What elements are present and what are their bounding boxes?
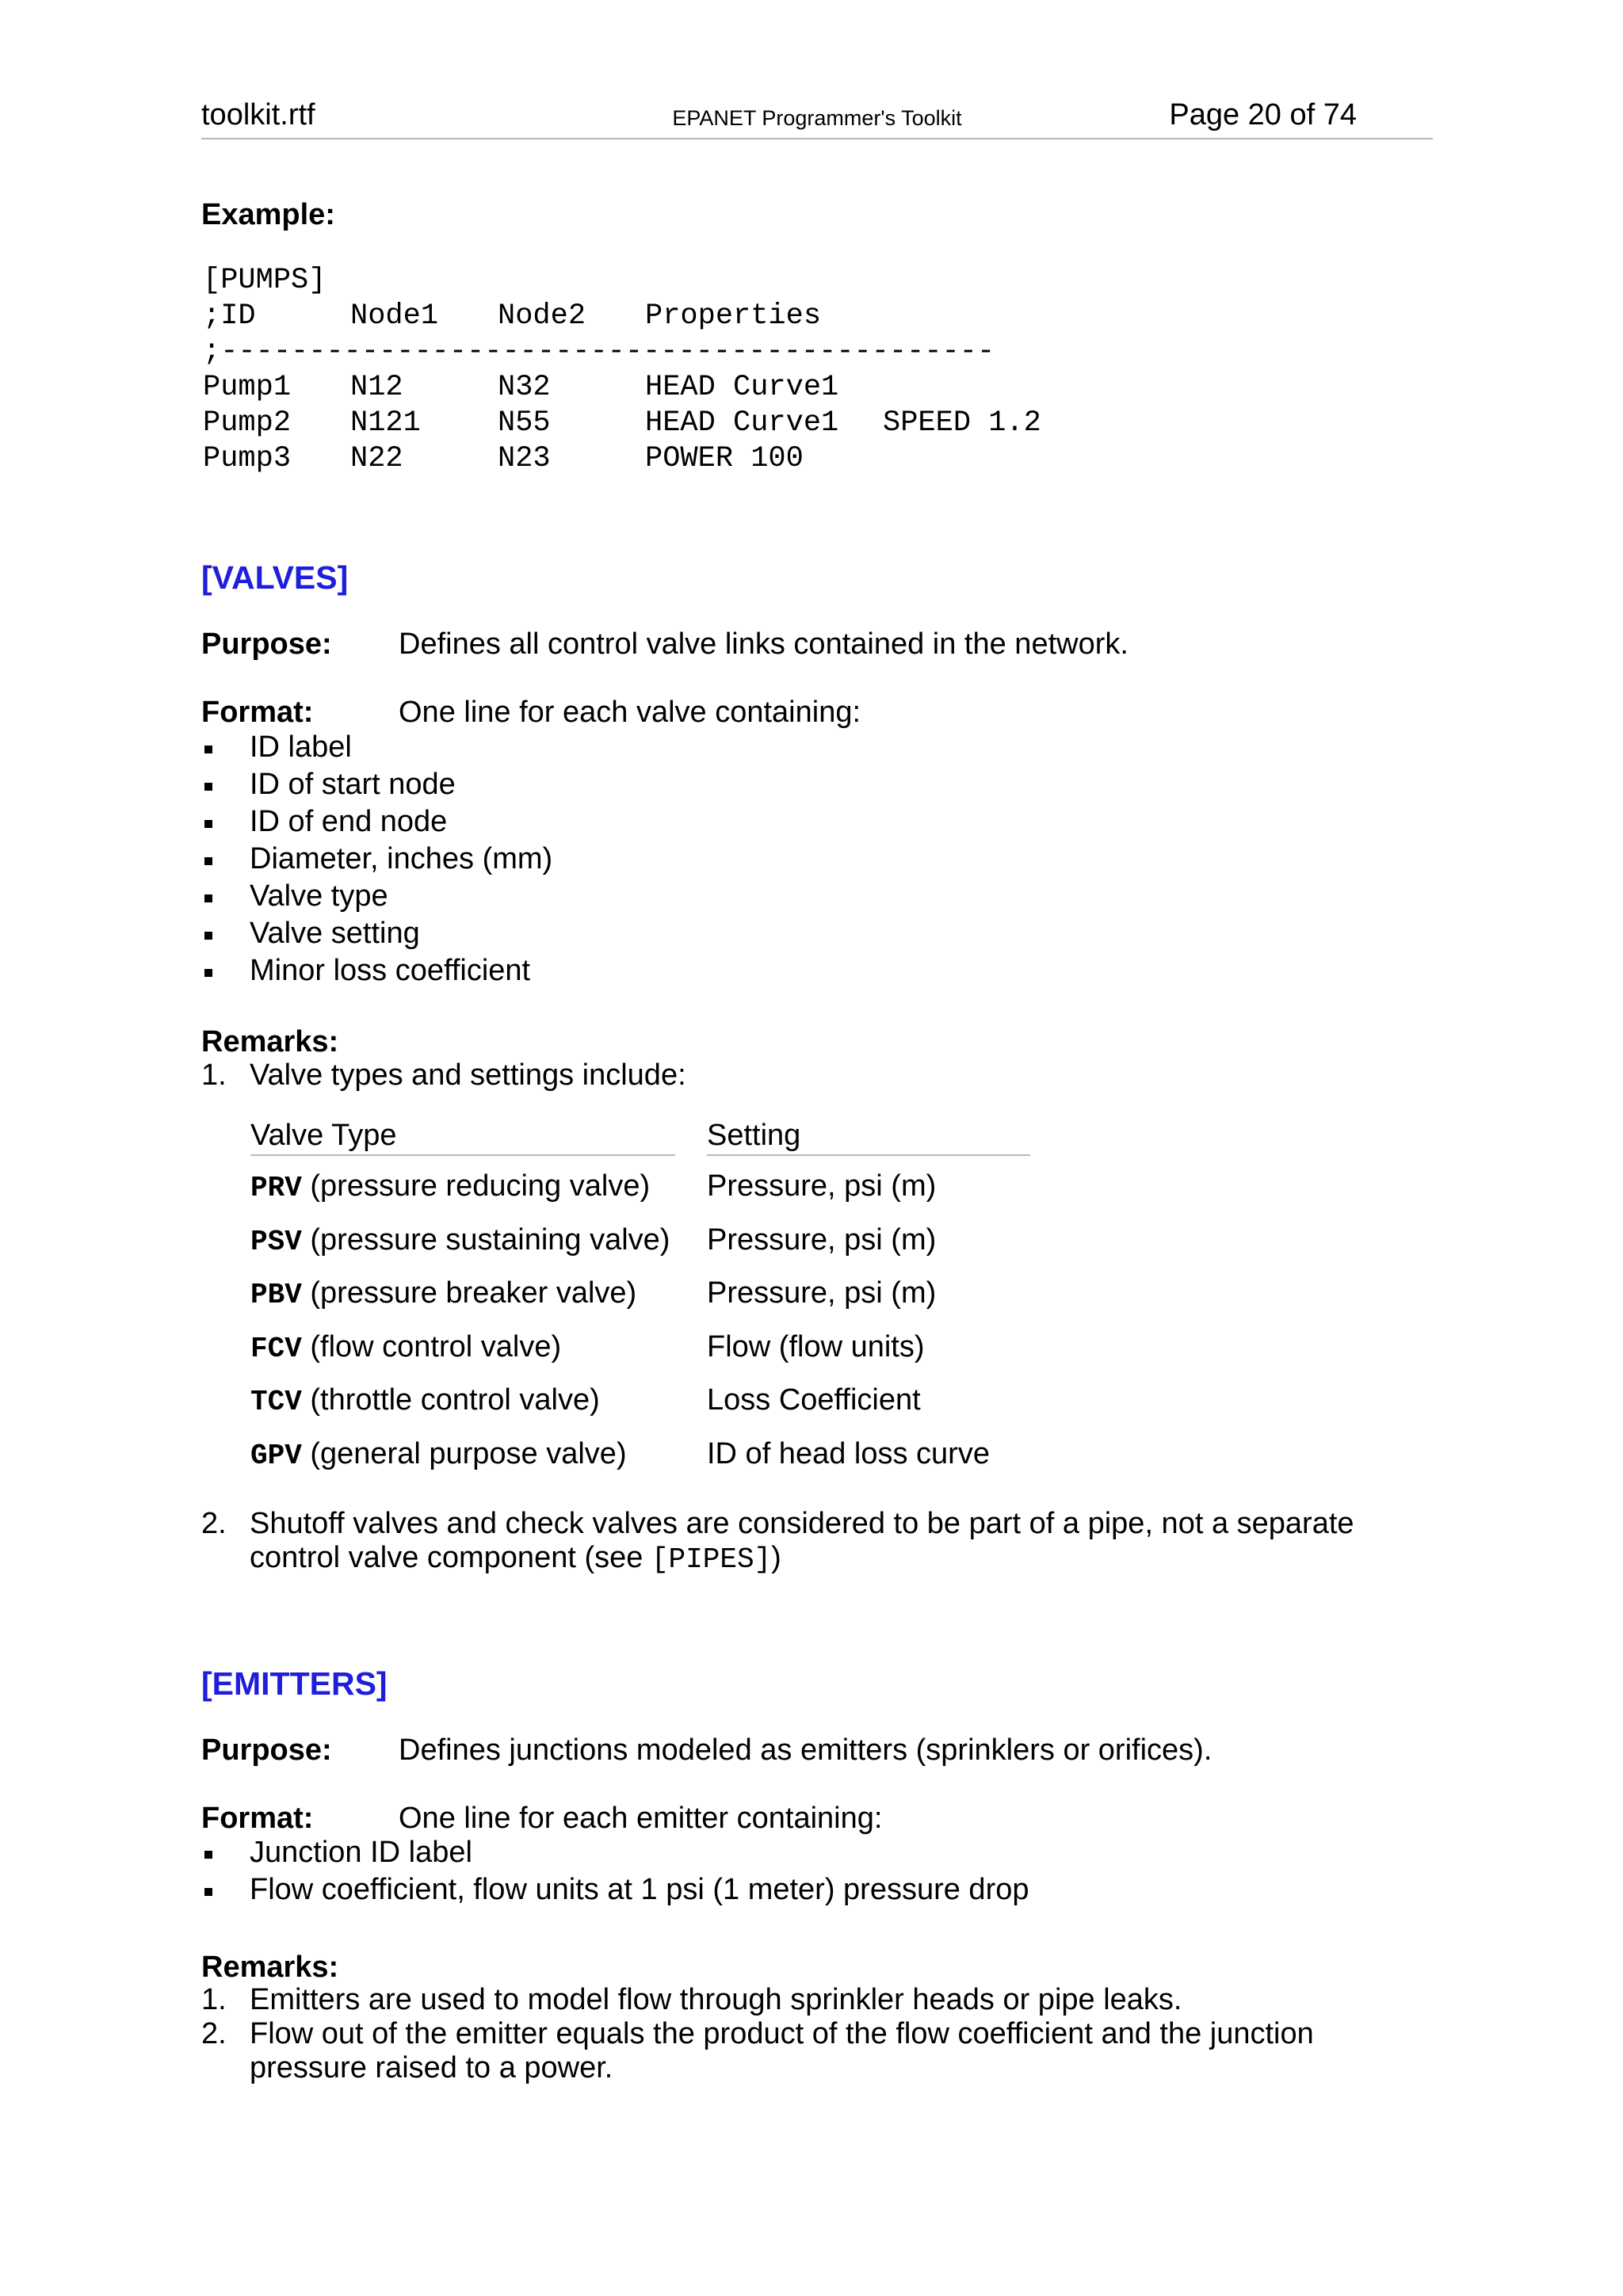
code-line bbox=[203, 334, 1041, 370]
remark2-text-pre: control valve component (see bbox=[250, 1541, 651, 1574]
list-item: ID of end node bbox=[201, 803, 552, 841]
code-cell: HEAD Curve1 bbox=[645, 371, 839, 404]
code-line bbox=[203, 299, 1041, 334]
valve-description: (pressure sustaining valve) bbox=[301, 1222, 670, 1257]
valve-type-cell bbox=[250, 1383, 600, 1418]
code-cell: N23 bbox=[498, 442, 551, 475]
emitters-purpose-label: Purpose: bbox=[201, 1733, 332, 1767]
list-item: Junction ID label bbox=[201, 1834, 1029, 1871]
emitters-format-text: One line for each emitter containing: bbox=[399, 1802, 883, 1835]
valves-remark2-line2 bbox=[250, 1539, 781, 1578]
valve-description: (pressure reducing valve) bbox=[301, 1169, 651, 1203]
valves-remark2-line1: Shutoff valves and check valves are considered to be part of a pipe, not a separate bbox=[250, 1507, 1354, 1540]
header-filename: toolkit.rtf bbox=[201, 98, 315, 132]
valves-format-text: One line for each valve containing: bbox=[399, 696, 861, 729]
list-item: ID label bbox=[201, 729, 552, 766]
code-line bbox=[203, 441, 1041, 477]
remark-number: 1. bbox=[201, 1983, 227, 2016]
valves-remark1-text: Valve types and settings include: bbox=[250, 1058, 686, 1092]
example-code-block bbox=[203, 263, 1041, 477]
valve-description: (general purpose valve) bbox=[301, 1436, 627, 1470]
code-cell: HEAD Curve1 bbox=[645, 406, 839, 440]
valves-remark1-number: 1. bbox=[201, 1058, 227, 1092]
code-line bbox=[203, 406, 1041, 441]
valve-setting-cell: Pressure, psi (m) bbox=[707, 1276, 937, 1310]
valves-section-title: [VALVES] bbox=[201, 559, 349, 596]
emitters-purpose-text: Defines junctions modeled as emitters (sprinklers or orifices). bbox=[399, 1733, 1212, 1767]
code-cell: Node2 bbox=[498, 299, 586, 333]
valve-setting-cell: ID of head loss curve bbox=[707, 1436, 990, 1470]
valves-purpose-text: Defines all control valve links contained in the network. bbox=[399, 627, 1128, 661]
code-cell: N22 bbox=[350, 442, 403, 475]
emitters-section-title: [EMITTERS] bbox=[201, 1665, 388, 1702]
valve-setting-cell: Pressure, psi (m) bbox=[707, 1169, 937, 1203]
valve-type-cell bbox=[250, 1169, 650, 1204]
list-item: Valve setting bbox=[201, 915, 552, 952]
valve-type-cell bbox=[250, 1276, 636, 1311]
code-cell: Node1 bbox=[350, 299, 439, 333]
list-item: Diameter, inches (mm) bbox=[201, 841, 552, 878]
code-cell: N32 bbox=[498, 371, 551, 404]
remark2-pipes-code: [PIPES] bbox=[651, 1543, 772, 1576]
valve-code: FCV bbox=[250, 1332, 302, 1365]
page-header bbox=[201, 93, 1433, 139]
example-heading: Example: bbox=[201, 198, 335, 231]
column-header-setting: Setting bbox=[707, 1119, 1030, 1156]
column-header-valve-type: Valve Type bbox=[250, 1119, 675, 1156]
valve-type-cell bbox=[250, 1223, 670, 1258]
code-cell: SPEED 1.2 bbox=[883, 406, 1041, 440]
code-cell: Properties bbox=[645, 299, 822, 333]
code-cell: N55 bbox=[498, 406, 551, 440]
valve-description: (throttle control valve) bbox=[301, 1383, 600, 1417]
remark-line: pressure raised to a power. bbox=[250, 2051, 613, 2084]
emitters-remarks-list bbox=[201, 1983, 1438, 2085]
valve-type-cell bbox=[250, 1437, 627, 1472]
remark2-text-post: ) bbox=[771, 1541, 781, 1574]
code-cell: ;ID bbox=[203, 299, 256, 333]
valve-code: TCV bbox=[250, 1386, 302, 1418]
valve-code: PRV bbox=[250, 1172, 302, 1204]
valve-code: PSV bbox=[250, 1225, 302, 1258]
header-page-number: Page 20 of 74 bbox=[1169, 98, 1357, 132]
remark-line: Emitters are used to model flow through sprinkler heads or pipe leaks. bbox=[250, 1983, 1182, 2016]
code-cell: N121 bbox=[350, 406, 421, 440]
list-item bbox=[201, 1983, 1438, 2017]
code-line bbox=[203, 263, 1041, 299]
valve-setting-cell: Flow (flow units) bbox=[707, 1329, 925, 1363]
code-cell: N12 bbox=[350, 371, 403, 404]
code-cell: [PUMPS] bbox=[203, 264, 327, 297]
code-cell: ;-------------------------------------------- bbox=[203, 335, 995, 368]
valve-description: (pressure breaker valve) bbox=[301, 1276, 637, 1310]
valves-purpose-label: Purpose: bbox=[201, 627, 332, 661]
code-cell: Pump2 bbox=[203, 406, 292, 440]
remark-number: 2. bbox=[201, 2017, 227, 2050]
code-cell: Pump1 bbox=[203, 371, 292, 404]
valves-format-label: Format: bbox=[201, 696, 314, 729]
list-item: Flow coefficient, flow units at 1 psi (1 meter) pressure drop bbox=[201, 1871, 1029, 1909]
code-cell: POWER 100 bbox=[645, 442, 804, 475]
emitters-format-list bbox=[201, 1834, 1029, 1909]
valves-remark2-number: 2. bbox=[201, 1507, 227, 1540]
header-doc-title: EPANET Programmer's Toolkit bbox=[672, 106, 962, 130]
code-cell: Pump3 bbox=[203, 442, 292, 475]
list-item: Minor loss coefficient bbox=[201, 952, 552, 990]
valves-remarks-label: Remarks: bbox=[201, 1025, 339, 1058]
valve-description: (flow control valve) bbox=[301, 1329, 562, 1363]
emitters-format-label: Format: bbox=[201, 1802, 314, 1835]
valve-setting-cell: Loss Coefficient bbox=[707, 1383, 921, 1417]
list-item bbox=[201, 2017, 1438, 2085]
valve-type-cell bbox=[250, 1330, 561, 1365]
list-item: ID of start node bbox=[201, 766, 552, 803]
list-item: Valve type bbox=[201, 878, 552, 915]
valve-code: GPV bbox=[250, 1439, 302, 1472]
valve-code: PBV bbox=[250, 1279, 302, 1311]
valve-setting-cell: Pressure, psi (m) bbox=[707, 1222, 937, 1257]
valves-format-list bbox=[201, 729, 552, 990]
code-line bbox=[203, 370, 1041, 406]
remark-line: Flow out of the emitter equals the product of the flow coefficient and the junction bbox=[250, 2017, 1314, 2050]
emitters-remarks-label: Remarks: bbox=[201, 1951, 339, 1984]
